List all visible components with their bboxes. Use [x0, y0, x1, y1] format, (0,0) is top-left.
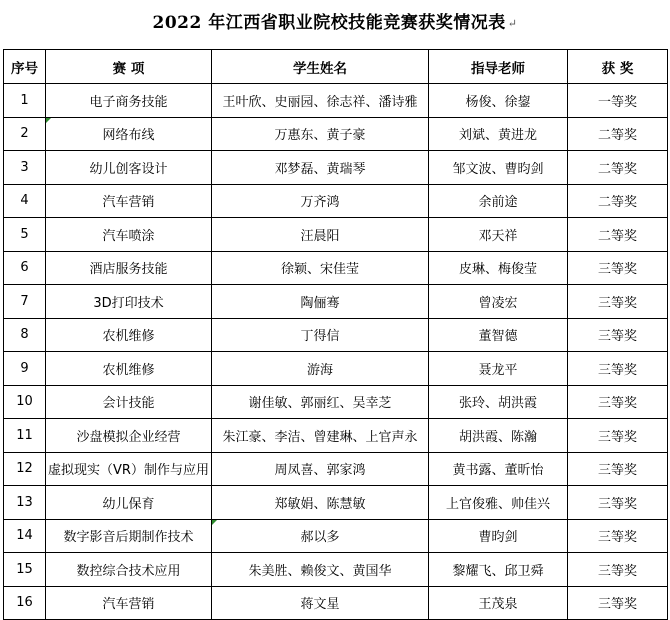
cell-students: 陶俪骞	[212, 285, 429, 319]
table-row	[4, 586, 668, 620]
cell-award: 一等奖	[568, 84, 668, 118]
cell-no: 5	[4, 218, 46, 252]
header-teachers: 指导老师	[429, 50, 568, 84]
cell-teachers: 张玲、胡洪霞	[429, 385, 568, 419]
table-row	[4, 352, 668, 386]
cell-event: 虚拟现实（VR）制作与应用	[46, 452, 212, 486]
cell-award: 三等奖	[568, 285, 668, 319]
table-body	[4, 84, 668, 620]
cell-teachers: 皮琳、梅俊莹	[429, 251, 568, 285]
cell-students: 万惠东、黄子豪	[212, 117, 429, 151]
table-row	[4, 553, 668, 587]
table-row	[4, 218, 668, 252]
table-row	[4, 184, 668, 218]
cell-event: 农机维修	[46, 352, 212, 386]
cell-students: 邓梦磊、黄瑞琴	[212, 151, 429, 185]
cell-event: 农机维修	[46, 318, 212, 352]
cell-award: 三等奖	[568, 385, 668, 419]
cell-students: 朱美胜、赖俊文、黄国华	[212, 553, 429, 587]
table-row	[4, 251, 668, 285]
cell-students: 游海	[212, 352, 429, 386]
cell-event: 汽车喷涂	[46, 218, 212, 252]
cell-award: 二等奖	[568, 184, 668, 218]
cell-award: 二等奖	[568, 117, 668, 151]
cell-teachers: 黎耀飞、邱卫舜	[429, 553, 568, 587]
cell-no: 2	[4, 117, 46, 151]
document-title-bar	[0, 0, 670, 40]
cell-event: 会计技能	[46, 385, 212, 419]
cell-award: 三等奖	[568, 419, 668, 453]
cell-teachers: 余前途	[429, 184, 568, 218]
cell-students: 朱江豪、李洁、曾建琳、上官声永	[212, 419, 429, 453]
cell-award: 三等奖	[568, 452, 668, 486]
cell-award: 三等奖	[568, 352, 668, 386]
cell-event: 沙盘模拟企业经营	[46, 419, 212, 453]
header-award: 获 奖	[568, 50, 668, 84]
cell-teachers: 上官俊雅、帅佳兴	[429, 486, 568, 520]
cell-teachers: 邹文波、曹昀剑	[429, 151, 568, 185]
cell-no: 6	[4, 251, 46, 285]
cell-no: 9	[4, 352, 46, 386]
cell-teachers: 王茂泉	[429, 586, 568, 620]
awards-table	[3, 49, 668, 620]
header-row	[4, 50, 668, 84]
cell-students: 万齐鸿	[212, 184, 429, 218]
table-row	[4, 285, 668, 319]
cell-no: 10	[4, 385, 46, 419]
cell-no: 8	[4, 318, 46, 352]
cell-event: 幼儿保育	[46, 486, 212, 520]
cell-students: 丁得信	[212, 318, 429, 352]
cell-event: 数控综合技术应用	[46, 553, 212, 587]
cell-event: 数字影音后期制作技术	[46, 519, 212, 553]
document-title: 2022 年江西省职业院校技能竞赛获奖情况表	[152, 12, 506, 33]
table-row	[4, 151, 668, 185]
cell-no: 13	[4, 486, 46, 520]
cell-teachers: 胡洪霞、陈瀚	[429, 419, 568, 453]
cell-students: 汪晨阳	[212, 218, 429, 252]
cell-award: 三等奖	[568, 553, 668, 587]
cell-teachers: 邓天祥	[429, 218, 568, 252]
cell-no: 7	[4, 285, 46, 319]
cell-award: 三等奖	[568, 318, 668, 352]
cell-no: 14	[4, 519, 46, 553]
cell-award: 二等奖	[568, 218, 668, 252]
cell-no: 12	[4, 452, 46, 486]
cell-students: 郑敏娟、陈慧敏	[212, 486, 429, 520]
cell-teachers: 曹昀剑	[429, 519, 568, 553]
cell-no: 11	[4, 419, 46, 453]
cell-teachers: 黄书露、董昕怡	[429, 452, 568, 486]
cell-no: 15	[4, 553, 46, 587]
cell-award: 三等奖	[568, 486, 668, 520]
cell-teachers: 杨俊、徐鋆	[429, 84, 568, 118]
cell-teachers: 董智德	[429, 318, 568, 352]
cell-students: 谢佳敏、郭丽红、吴幸芝	[212, 385, 429, 419]
cell-teachers: 聂龙平	[429, 352, 568, 386]
cell-award: 三等奖	[568, 251, 668, 285]
cell-students: 蒋文星	[212, 586, 429, 620]
table-row	[4, 84, 668, 118]
table-row	[4, 117, 668, 151]
cell-event: 幼儿创客设计	[46, 151, 212, 185]
header-no: 序号	[4, 50, 46, 84]
table-row	[4, 385, 668, 419]
cell-no: 1	[4, 84, 46, 118]
cell-event: 网络布线	[46, 117, 212, 151]
table-row	[4, 419, 668, 453]
cell-award: 二等奖	[568, 151, 668, 185]
table-row	[4, 519, 668, 553]
cell-teachers: 刘斌、黄进龙	[429, 117, 568, 151]
cell-award: 三等奖	[568, 519, 668, 553]
cell-teachers: 曾凌宏	[429, 285, 568, 319]
cell-event: 酒店服务技能	[46, 251, 212, 285]
header-students: 学生姓名	[212, 50, 429, 84]
cell-event: 汽车营销	[46, 586, 212, 620]
table-row	[4, 486, 668, 520]
table-row	[4, 452, 668, 486]
cell-students: 王叶欣、史丽园、徐志祥、潘诗雅	[212, 84, 429, 118]
table-row	[4, 318, 668, 352]
cell-no: 4	[4, 184, 46, 218]
cell-students: 周凤喜、郭家鸿	[212, 452, 429, 486]
cell-no: 3	[4, 151, 46, 185]
cell-event: 汽车营销	[46, 184, 212, 218]
cell-students: 徐颖、宋佳莹	[212, 251, 429, 285]
cell-event: 电子商务技能	[46, 84, 212, 118]
header-event: 赛 项	[46, 50, 212, 84]
cell-students: 郝以多	[212, 519, 429, 553]
paragraph-mark-icon: ↵	[507, 16, 518, 30]
table-header	[4, 50, 668, 84]
cell-no: 16	[4, 586, 46, 620]
cell-award: 三等奖	[568, 586, 668, 620]
cell-event: 3D打印技术	[46, 285, 212, 319]
